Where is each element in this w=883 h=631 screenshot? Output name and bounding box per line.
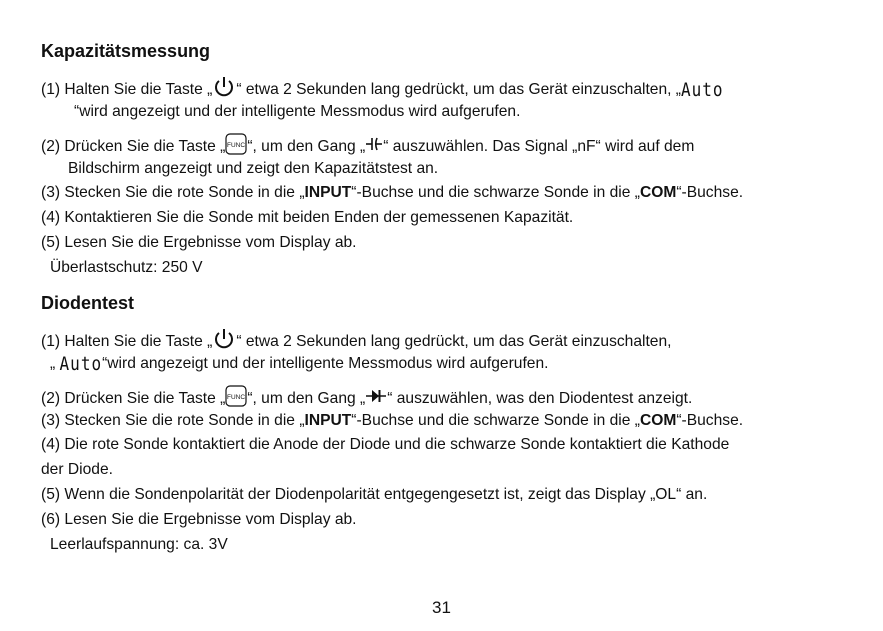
cap-step-3-input: INPUT [304,184,352,201]
diode-step-3-com: COM [639,412,677,429]
capacitance-heading: Kapazitätsmessung [41,41,211,61]
diode-step-1-text-a: (1) Halten Sie die Taste „ [41,333,213,351]
func-button-icon [225,133,247,161]
auto-display-text: Auto [681,78,724,101]
cap-step-2-text-c: “ auszuwählen. Das Signal „nF“ wird auf dem [383,138,695,156]
cap-step-5: (5) Lesen Sie die Ergebnisse vom Display ab. [41,234,357,251]
cap-step-1 [41,76,724,104]
cap-step-1-text-b: “ etwa 2 Sekunden lang gedrückt, um das Gerät einzuschalten, „ [236,81,682,99]
diode-step-3 [41,411,743,431]
diode-step-2-text-a: (2) Drücken Sie die Taste „ [41,390,226,408]
cap-step-2 [41,133,694,161]
func-button-icon [225,385,247,413]
cap-step-1-cont: “wird angezeigt und der intelligente Messmodus wird aufgerufen. [74,103,521,120]
cap-step-3 [41,183,743,203]
cap-overload-protection: Überlastschutz: 250 V [50,259,203,276]
power-icon [212,328,236,356]
cap-step-3-text-e: “-Buchse. [676,184,744,201]
diode-step-1-cont-a: „ [50,355,56,373]
diode-step-5: (5) Wenn die Sondenpolarität der Diodenpolarität entgegengesetzt ist, zeigt das Display „OL“ an. [41,486,708,503]
cap-step-2-text-a: (2) Drücken Sie die Taste „ [41,138,226,156]
diode-step-1-text-b: “ etwa 2 Sekunden lang gedrückt, um das Gerät einzuschalten, [236,333,672,351]
diode-step-3-input: INPUT [304,412,352,429]
diode-step-3-text-a: (3) Stecken Sie die rote Sonde in die „ [41,412,305,429]
diode-open-circuit-voltage: Leerlaufspannung: ca. 3V [50,536,228,553]
diode-step-2-text-c: “ auszuwählen, was den Diodentest anzeigt. [387,390,693,408]
svg-text:FUNC: FUNC [227,142,246,149]
page-number: 31 [432,598,451,617]
cap-step-4: (4) Kontaktieren Sie die Sonde mit beiden Enden der gemessenen Kapazität. [41,209,574,226]
diode-icon [365,388,387,410]
cap-step-3-com: COM [639,184,677,201]
diode-step-6: (6) Lesen Sie die Ergebnisse vom Display ab. [41,511,357,528]
auto-display-text: Auto [59,352,103,375]
diode-step-1-cont-b: “wird angezeigt und der intelligente Messmodus wird aufgerufen. [102,355,549,373]
diode-step-3-text-c: “-Buchse und die schwarze Sonde in die „ [351,412,640,429]
diode-step-2 [41,385,692,413]
diode-heading: Diodentest [41,293,135,313]
power-icon [212,76,236,104]
diode-step-2-text-b: “, um den Gang „ [247,390,366,408]
cap-step-2-cont: Bildschirm angezeigt und zeigt den Kapazitätstest an. [68,160,439,177]
cap-step-1-text-a: (1) Halten Sie die Taste „ [41,81,213,99]
diode-step-1 [41,328,671,356]
cap-step-2-text-b: “, um den Gang „ [247,138,366,156]
cap-step-3-text-c: “-Buchse und die schwarze Sonde in die „ [351,184,640,201]
svg-text:FUNC: FUNC [227,394,246,401]
cap-step-3-text-a: (3) Stecken Sie die rote Sonde in die „ [41,184,305,201]
diode-step-1-cont [50,354,548,374]
diode-step-4: (4) Die rote Sonde kontaktiert die Anode der Diode und die schwarze Sonde kontaktiert die Kathode [41,436,730,453]
diode-step-4-cont: der Diode. [41,461,113,478]
diode-step-3-text-e: “-Buchse. [676,412,744,429]
capacitor-icon [365,136,383,158]
